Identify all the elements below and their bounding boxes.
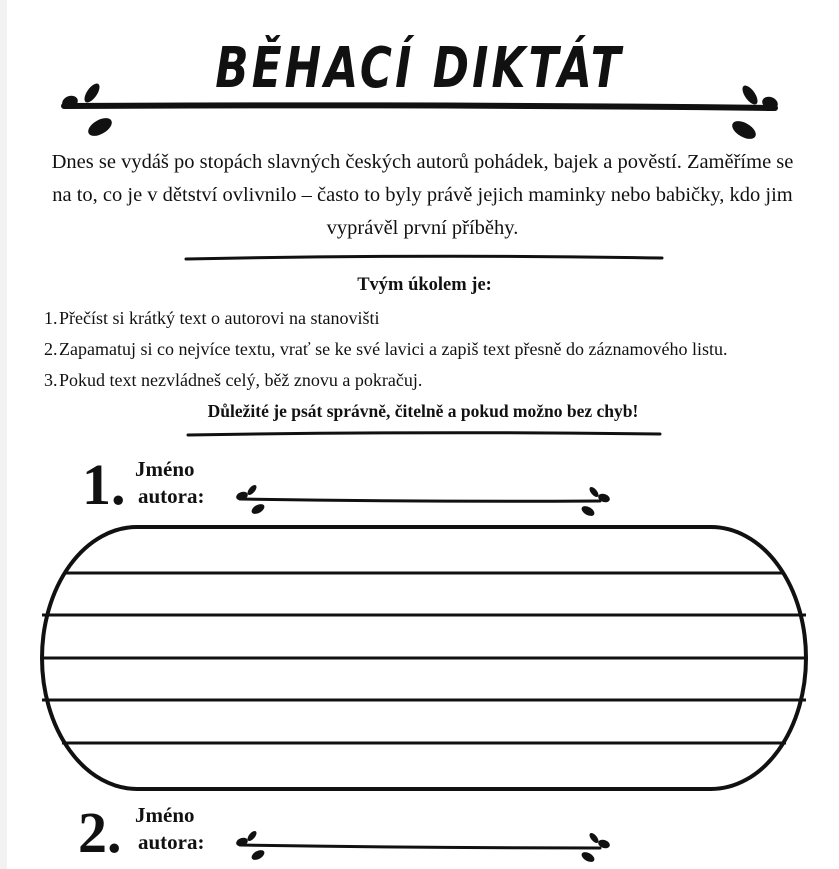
task-heading: Tvým úkolem je:	[357, 275, 492, 295]
intro-text: Dnes se vydáš po stopách slavných českých autorů pohádek, bajek a pověstí. Zaměříme se na to, co je v dětství ovlivnilo – často to byly právě jejich maminky nebo babičky, kdo jim vyprávěl první příběhy.	[51, 151, 794, 239]
task-number: 1.	[44, 308, 58, 328]
intro-divider	[180, 251, 670, 265]
author-label-line1: Jméno	[135, 803, 195, 827]
author-label-line2: autora:	[138, 484, 205, 508]
author-name-line-1[interactable]	[228, 484, 618, 520]
task-text: Přečíst si krátký text o autorovi na stanovišti	[59, 308, 380, 328]
page-title: BĚHACÍ DIKTÁT	[215, 36, 624, 101]
author-label-line1: Jméno	[135, 457, 195, 481]
author-label-2	[135, 802, 205, 856]
task-item	[44, 336, 727, 367]
writing-box[interactable]	[40, 525, 808, 791]
task-number: 2.	[44, 339, 58, 359]
task-divider	[182, 428, 667, 442]
entry-number-2: 2.	[78, 800, 122, 865]
task-item	[44, 367, 727, 398]
title-divider	[0, 80, 839, 150]
entry-number-1: 1.	[82, 452, 126, 517]
author-label-line2: autora:	[138, 830, 205, 854]
task-number: 3.	[44, 370, 58, 390]
task-text: Pokud text nezvládneš celý, běž znovu a pokračuj.	[59, 370, 423, 390]
task-text: Zapamatuj si co nejvíce textu, vrať se ke své lavici a zapiš text přesně do záznamového listu.	[59, 339, 728, 359]
task-list	[44, 305, 727, 398]
author-name-line-2[interactable]	[228, 830, 618, 866]
task-item	[44, 305, 727, 336]
important-note: Důležité je psát správně, čitelně a pokud možno bez chyb!	[207, 401, 639, 421]
author-label-1	[135, 456, 205, 510]
